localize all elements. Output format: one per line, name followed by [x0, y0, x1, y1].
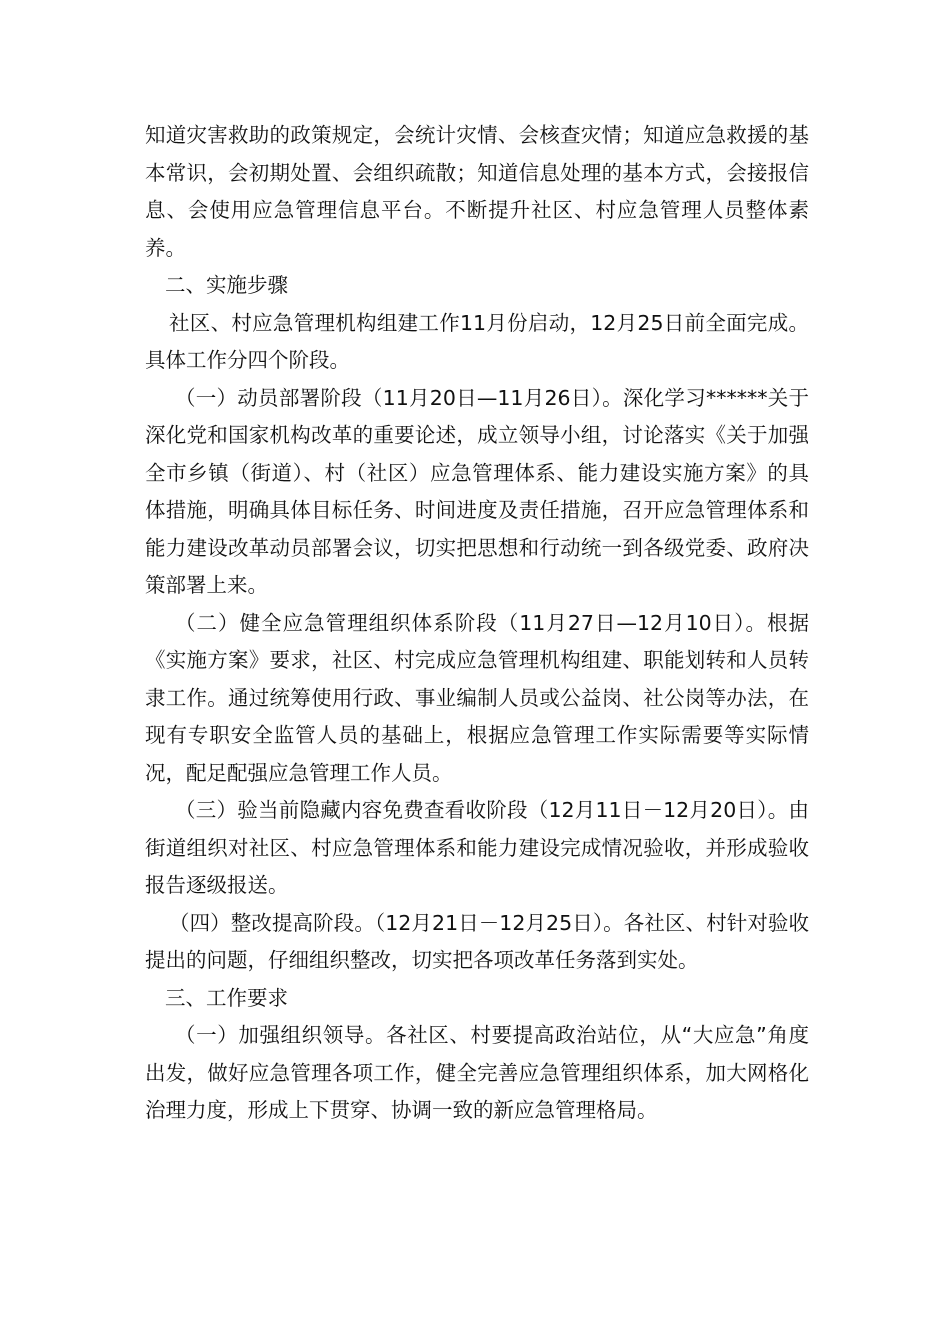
paragraph-stage-acceptance: （三）验当前隐藏内容免费查看收阶段（12月11日－12月20日）。由街道组织对社区、村应急管理体系和能力建设完成情况验收，并形成验收报告逐级报送。 [145, 798, 809, 897]
paragraph-stage-organization: （二）健全应急管理组织体系阶段（11月27日—12月10日）。根据《实施方案》要求，社区、村完成应急管理机构组建、职能划转和人员转隶工作。通过统筹使用行政、事业编制人员或公益岗、社公岗等办法，在现有专职安全监管人员的基础上，根据应急管理工作实际需要等实际情况，配足配强应急管理工作人员。 [145, 610, 809, 785]
heading-implementation-steps: 二、实施步骤 [165, 273, 288, 297]
paragraph-stage-mobilization: （一）动员部署阶段（11月20日—11月26日）。深化学习******关于深化党和国家机构改革的重要论述，成立领导小组，讨论落实《关于加强全市乡镇（街道）、村（社区）应急管理体系、能力建设实施方案》的具体措施，明确具体目标任务、时间进度及责任措施，召开应急管理体系和能力建设改革动员部署会议，切实把思想和行动统一到各级党委、政府决策部署上来。 [145, 385, 809, 597]
paragraph-stage-rectification: （四）整改提高阶段。（12月21日－12月25日）。各社区、村针对验收提出的问题，仔细组织整改，切实把各项改革任务落到实处。 [145, 910, 809, 972]
heading-work-requirements: 三、工作要求 [165, 985, 288, 1010]
paragraph-emergency-knowledge: 知道灾害救助的政策规定，会统计灾情、会核查灾情；知道应急救援的基本常识，会初期处置、会组织疏散；知道信息处理的基本方式，会接报信息、会使用应急管理信息平台。不断提升社区、村应急管理人员整体素养。 [145, 123, 809, 260]
document-body [145, 117, 809, 1130]
paragraph-organizational-leadership: （一）加强组织领导。各社区、村要提高政治站位，从“大应急”角度出发，做好应急管理各项工作，健全完善应急管理组织体系，加大网格化治理力度，形成上下贯穿、协调一致的新应急管理格局。 [145, 1023, 809, 1122]
paragraph-schedule-overview: 社区、村应急管理机构组建工作11月份启动，12月25日前全面完成。具体工作分四个阶段。 [145, 310, 809, 372]
